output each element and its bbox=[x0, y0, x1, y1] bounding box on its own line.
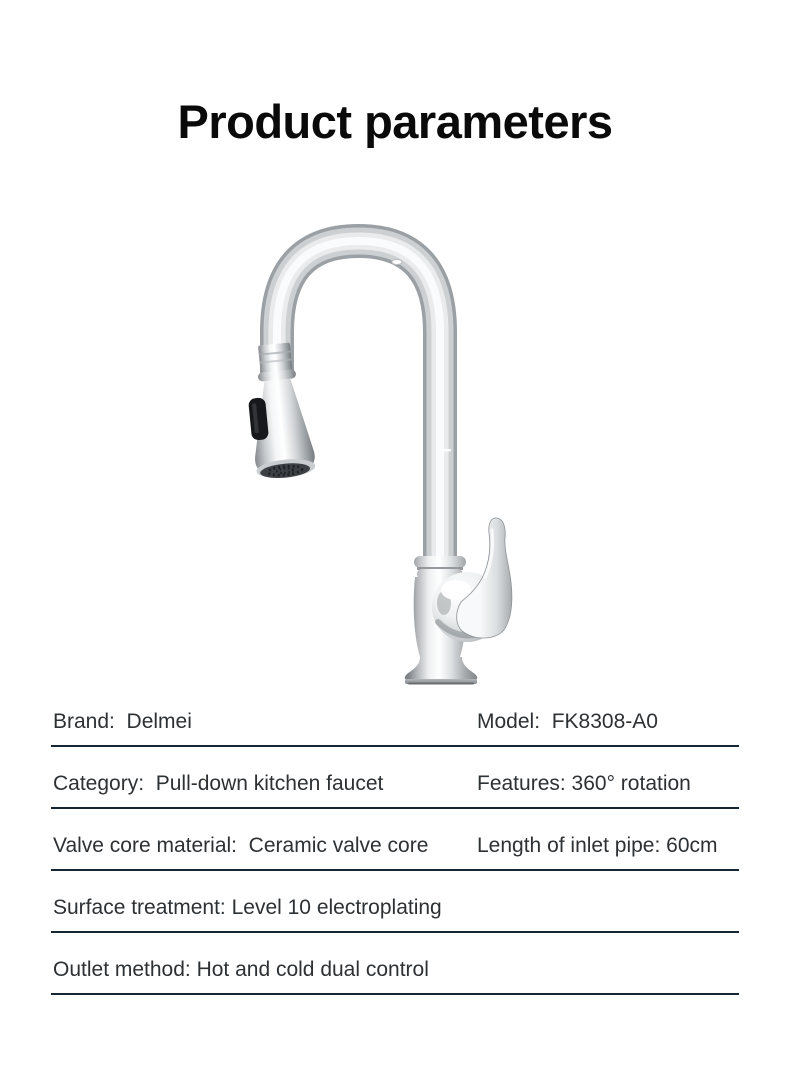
spec-features: Features: 360° rotation bbox=[477, 771, 691, 795]
spec-row-brand-model bbox=[51, 685, 739, 747]
spec-valve-core: Valve core material: Ceramic valve core bbox=[53, 833, 429, 857]
glare-speck bbox=[392, 260, 402, 265]
spec-row-outlet bbox=[51, 933, 739, 995]
spec-outlet-method: Outlet method: Hot and cold dual control bbox=[53, 957, 429, 981]
spec-surface-treatment: Surface treatment: Level 10 electroplating bbox=[53, 895, 442, 919]
spec-row-surface bbox=[51, 871, 739, 933]
collar-ring-upper bbox=[414, 556, 466, 568]
page-title: Product parameters bbox=[177, 95, 613, 148]
spec-empty bbox=[477, 981, 739, 993]
spec-row-valve-pipe bbox=[51, 809, 739, 871]
spec-row-category-features bbox=[51, 747, 739, 809]
spec-category: Category: Pull-down kitchen faucet bbox=[53, 771, 384, 795]
spec-table bbox=[51, 685, 739, 995]
spray-head bbox=[243, 341, 316, 480]
spec-empty bbox=[477, 919, 739, 931]
spec-brand: Brand: Delmei bbox=[53, 709, 192, 733]
spec-inlet-pipe: Length of inlet pipe: 60cm bbox=[477, 833, 718, 857]
base-trumpet bbox=[405, 657, 478, 680]
spout-arc bbox=[277, 241, 451, 562]
product-photo bbox=[180, 200, 600, 700]
faucet-image bbox=[180, 200, 600, 700]
spec-model: Model: FK8308-A0 bbox=[477, 709, 658, 733]
glare-speck bbox=[442, 449, 451, 452]
